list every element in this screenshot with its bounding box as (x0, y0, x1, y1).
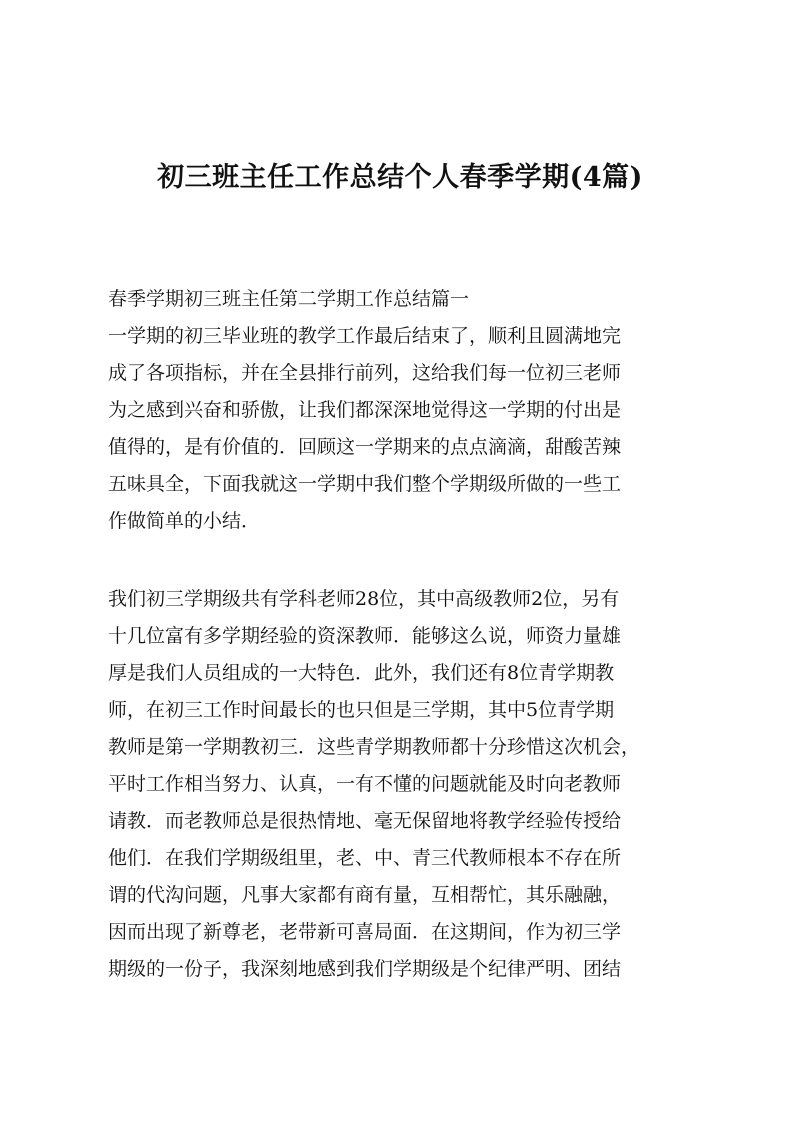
paragraph-line: 因而出现了新尊老，老带新可喜局面．在这期间，作为初三学 (108, 921, 622, 943)
paragraph-line: 谓的代沟问题，凡事大家都有商有量，互相帮忙，其乐融融， (108, 884, 622, 906)
paragraph-line: 五味具全，下面我就这一学期中我们整个学期级所做的一些工 (108, 473, 622, 495)
paragraph-line: 教师是第一学期教初三．这些青学期教师都十分珍惜这次机会， (108, 736, 641, 758)
paragraph-line: 一学期的初三毕业班的教学工作最后结束了，顺利且圆满地完 (108, 325, 622, 347)
second-paragraph (108, 581, 708, 988)
paragraph-line: 值得的，是有价值的．回顾这一学期来的点点滴滴，甜酸苦辣 (108, 436, 622, 458)
section-heading: 春季学期初三班主任第二学期工作总结篇一 (108, 288, 470, 310)
paragraph-line: 为之感到兴奋和骄傲，让我们都深深地觉得这一学期的付出是 (108, 399, 622, 421)
paragraph-line: 厚是我们人员组成的一大特色．此外，我们还有8位青学期教 (108, 662, 615, 684)
paragraph-line: 成了各项指标，并在全县排行前列，这给我们每一位初三老师 (108, 362, 622, 384)
document-title: 初三班主任工作总结个人春季学期(4篇) (157, 162, 643, 193)
paragraph-line: 平时工作相当努力、认真，一有不懂的问题就能及时向老教师 (108, 773, 622, 795)
paragraph-line: 我们初三学期级共有学科老师28位，其中高级教师2位，另有 (108, 588, 620, 610)
paragraph-line: 作做简单的小结． (108, 510, 261, 532)
first-section (108, 281, 708, 540)
paragraph-line: 师，在初三工作时间最长的也只但是三学期，其中5位青学期 (108, 699, 615, 721)
paragraph-line: 十几位富有多学期经验的资深教师．能够这么说，师资力量雄 (108, 625, 622, 647)
paragraph-line: 期级的一份子，我深刻地感到我们学期级是个纪律严明、团结 (108, 958, 622, 980)
paragraph-line: 他们．在我们学期级组里，老、中、青三代教师根本不存在所 (108, 847, 622, 869)
paragraph-line: 请教．而老教师总是很热情地、毫无保留地将教学经验传授给 (108, 810, 622, 832)
